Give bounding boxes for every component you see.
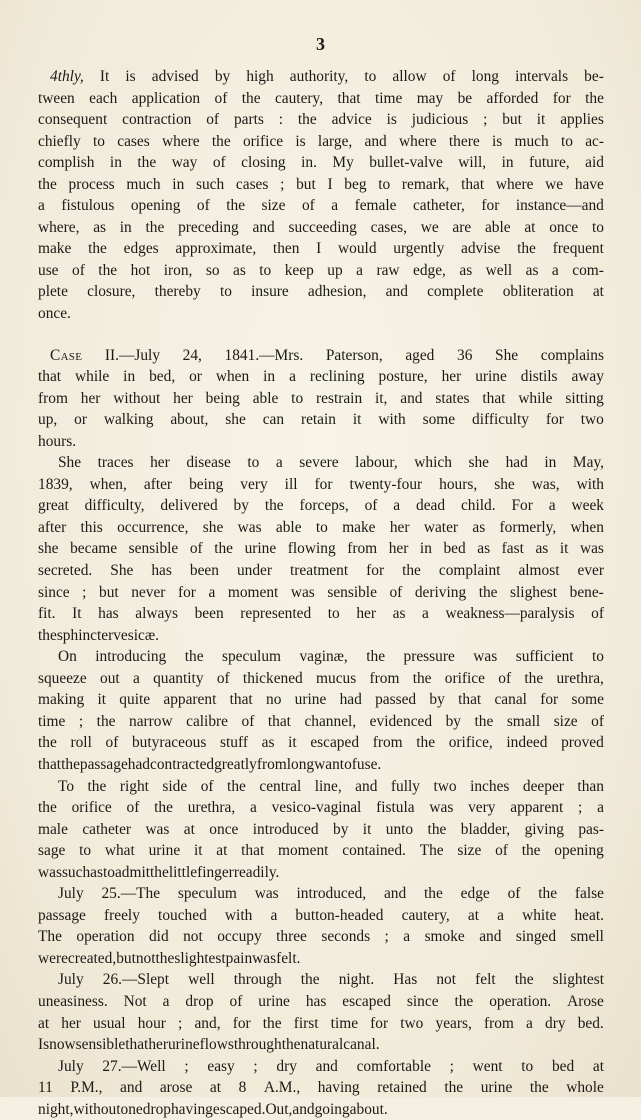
text-line: squeeze out a quantity of thickened mucus from the orifice of the urethra, [38,669,604,687]
text-line: once. [38,305,71,323]
text-line: chiefly to cases where the orifice is large, and where there is much to ac- [38,132,604,150]
text-line: On introducing the speculum vaginæ, the pressure was sufficient to [58,648,604,666]
text-line: tween each application of the cautery, that time may be afforded for the [38,89,604,107]
text-line: make the edges approximate, then I would urgently advise the frequent [38,240,604,258]
text-line: male catheter was at once introduced by it unto the bladder, giving pas- [38,820,604,838]
text-line: the process much in such cases ; but I beg to remark, that where we have [38,175,604,193]
text-line: The operation did not occupy three seconds ; a smoke and singed smell [38,928,604,946]
text-line: plete closure, thereby to insure adhesion, and complete obliteration at [38,283,604,301]
text-line: she became sensible of the urine flowing from her in bed as fast as it was [38,540,604,558]
text-line: the roll of butyraceous stuff as it escaped from the orifice, indeed proved [38,734,604,752]
text-line: fit. It has always been represented to her as a weakness—paralysis of [38,605,604,623]
paragraph-p3 [38,452,604,646]
paragraph-p8 [38,1056,604,1120]
text-line: where, as in the preceding and succeeding cases, we are able at once to [38,218,604,236]
text-line: complish in the way of closing in. My bullet-valve will, in future, aid [38,154,604,172]
text-line: Case II.—July 24, 1841.—Mrs. Paterson, aged 36 She complains [50,346,604,364]
text-line: 11 P.M., and arose at 8 A.M., having retained the urine the whole [38,1079,604,1097]
text-line: that the passage had contracted greatly from long want of use. [38,755,382,773]
text-line: 1839, when, after being very ill for twenty-four hours, she was, with [38,475,604,493]
text-line: use of the hot iron, so as to keep up a raw edge, as well as a com- [38,261,604,279]
text-line: making it quite apparent that no urine had passed by that canal for some [38,691,604,709]
text-line: time ; the narrow calibre of that channel, evidenced by the small size of [38,712,604,730]
text-line: July 25.—The speculum was introduced, and the edge of the false [58,885,604,903]
text-line: a fistulous opening of the size of a female catheter, for instance—and [38,197,604,215]
text-line: up, or walking about, she can retain it with some difficulty for two [38,411,604,429]
text-line: was such as to admit the little finger readily. [38,863,280,881]
text-line: To the right side of the central line, and fully two inches deeper than [58,777,604,795]
text-line: from her without her being able to restrain it, and states that while sitting [38,389,604,407]
paragraph-p5 [38,776,604,884]
text-line: sage to what urine it at that moment contained. The size of the opening [38,842,604,860]
text-line: that while in bed, or when in a reclining posture, her urine distils away [38,368,604,386]
text-line: the orifice of the urethra, a vesico-vaginal fistula was very apparent ; a [38,799,604,817]
text-line: passage freely touched with a button-headed cautery, at a white heat. [38,906,604,924]
text-line: after this occurrence, she was able to make her water as formerly, when [38,518,604,536]
page-number: 3 [316,34,325,54]
paragraph-p4 [38,646,604,775]
text-line: July 26.—Slept well through the night. Has not felt the slightest [58,971,604,989]
paragraph-p2 [38,345,604,453]
text-line: at her usual hour ; and, for the first time for two years, from a dry bed. [38,1014,604,1032]
text-line: 4thly, It is advised by high authority, to allow of long intervals be- [50,68,604,85]
text-line: consequent contraction of parts : the advice is judicious ; but it applies [38,111,604,129]
paragraph-p6 [38,883,604,969]
text-line: great difficulty, delivered by the forceps, of a dead child. For a week [38,497,604,515]
text-line: were created, but not the slightest pain was felt. [38,949,301,967]
text-line: July 27.—Well ; easy ; dry and comfortable ; went to bed at [58,1057,604,1075]
text-line: Is now sensible that her urine flows through the natural canal. [38,1036,380,1054]
paragraph-p7 [38,969,604,1055]
text-line: hours. [38,432,77,450]
text-line: uneasiness. Not a drop of urine has escaped since the operation. Arose [38,992,604,1010]
paragraph-p1 [38,66,604,325]
body-text [38,66,604,1120]
text-line: the sphincter vesicæ. [38,626,159,644]
text-line: since ; but never for a moment was sensible of deriving the slighest bene- [38,583,604,601]
text-line: secreted. She has been under treatment for the complaint almost ever [38,562,604,580]
text-line: night, without one drop having escaped. Out, and going about. [38,1100,388,1118]
text-line: She traces her disease to a severe labour, which she had in May, [58,454,604,472]
